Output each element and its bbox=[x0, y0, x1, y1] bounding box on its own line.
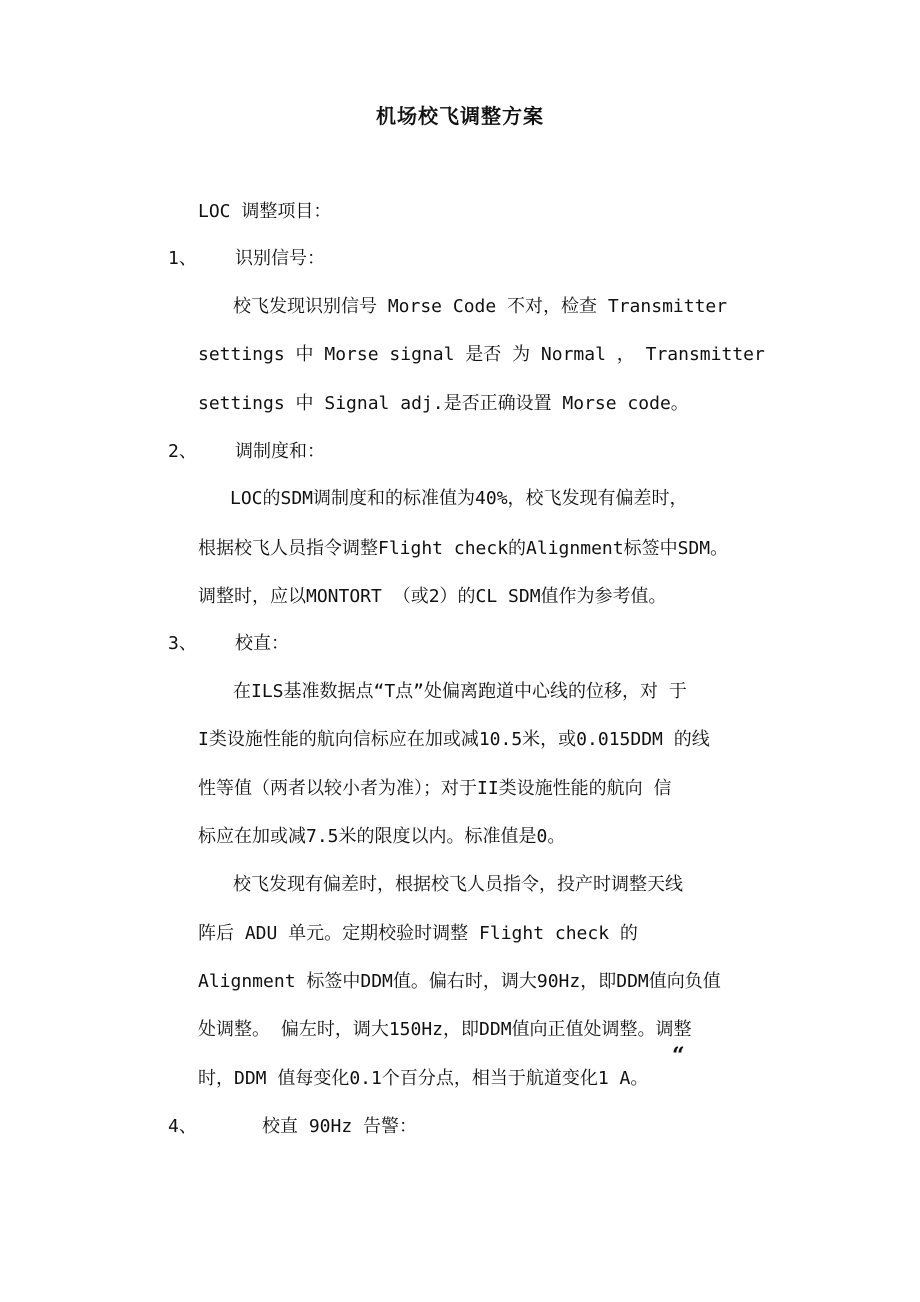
item-number: 4、 bbox=[168, 1116, 197, 1137]
paragraph-line: 校飞发现有偏差时，根据校飞人员指令，投产时调整天线 bbox=[233, 874, 683, 895]
section-heading: LOC 调整项目： bbox=[198, 201, 332, 222]
paragraph-line: 阵后 ADU 单元。定期校验时调整 Flight check 的 bbox=[198, 923, 638, 944]
paragraph-line: 标应在加或减7.5米的限度以内。标准值是0。 bbox=[198, 826, 566, 847]
quote-mark: “ bbox=[672, 1043, 685, 1069]
paragraph-line: 处调整。 偏左时，调大150Hz，即DDM值向正值处调整。调整 bbox=[198, 1019, 692, 1040]
paragraph-line: 校飞发现识别信号 Morse Code 不对，检查 Transmitter bbox=[233, 296, 728, 317]
paragraph-line: I类设施性能的航向信标应在加或减10.5米，或0.015DDM 的线 bbox=[198, 729, 710, 750]
paragraph-line: 调整时，应以MONTORT （或2）的CL SDM值作为参考值。 bbox=[198, 586, 667, 607]
paragraph-line: 性等值（两者以较小者为准）；对于II类设施性能的航向 信 bbox=[198, 778, 672, 799]
item-number: 2、 bbox=[168, 441, 197, 462]
page-title: 机场校飞调整方案 bbox=[376, 104, 544, 128]
paragraph-line: 根据校飞人员指令调整Flight check的Alignment标签中SDM。 bbox=[198, 538, 729, 559]
item-number: 3、 bbox=[168, 633, 197, 654]
item-label: 校直 90Hz 告警： bbox=[262, 1116, 418, 1137]
item-label: 校直： bbox=[235, 633, 289, 654]
item-number: 1、 bbox=[168, 248, 197, 269]
paragraph-line: settings 中 Morse signal 是否 为 Normal ， Transmitter bbox=[198, 344, 765, 365]
paragraph-line: 在ILS基准数据点“T点”处偏离跑道中心线的位移，对 于 bbox=[233, 681, 687, 702]
paragraph-line: Alignment 标签中DDM值。偏右时，调大90Hz，即DDM值向负值 bbox=[198, 971, 721, 992]
item-label: 识别信号： bbox=[235, 248, 325, 269]
item-label: 调制度和： bbox=[235, 441, 325, 462]
paragraph-line: settings 中 Signal adj.是否正确设置 Morse code。 bbox=[198, 393, 689, 414]
paragraph-line: LOC的SDM调制度和的标准值为40%，校飞发现有偏差时， bbox=[230, 488, 688, 509]
paragraph-line: 时，DDM 值每变化0.1个百分点，相当于航道变化1 A。 bbox=[198, 1068, 649, 1089]
